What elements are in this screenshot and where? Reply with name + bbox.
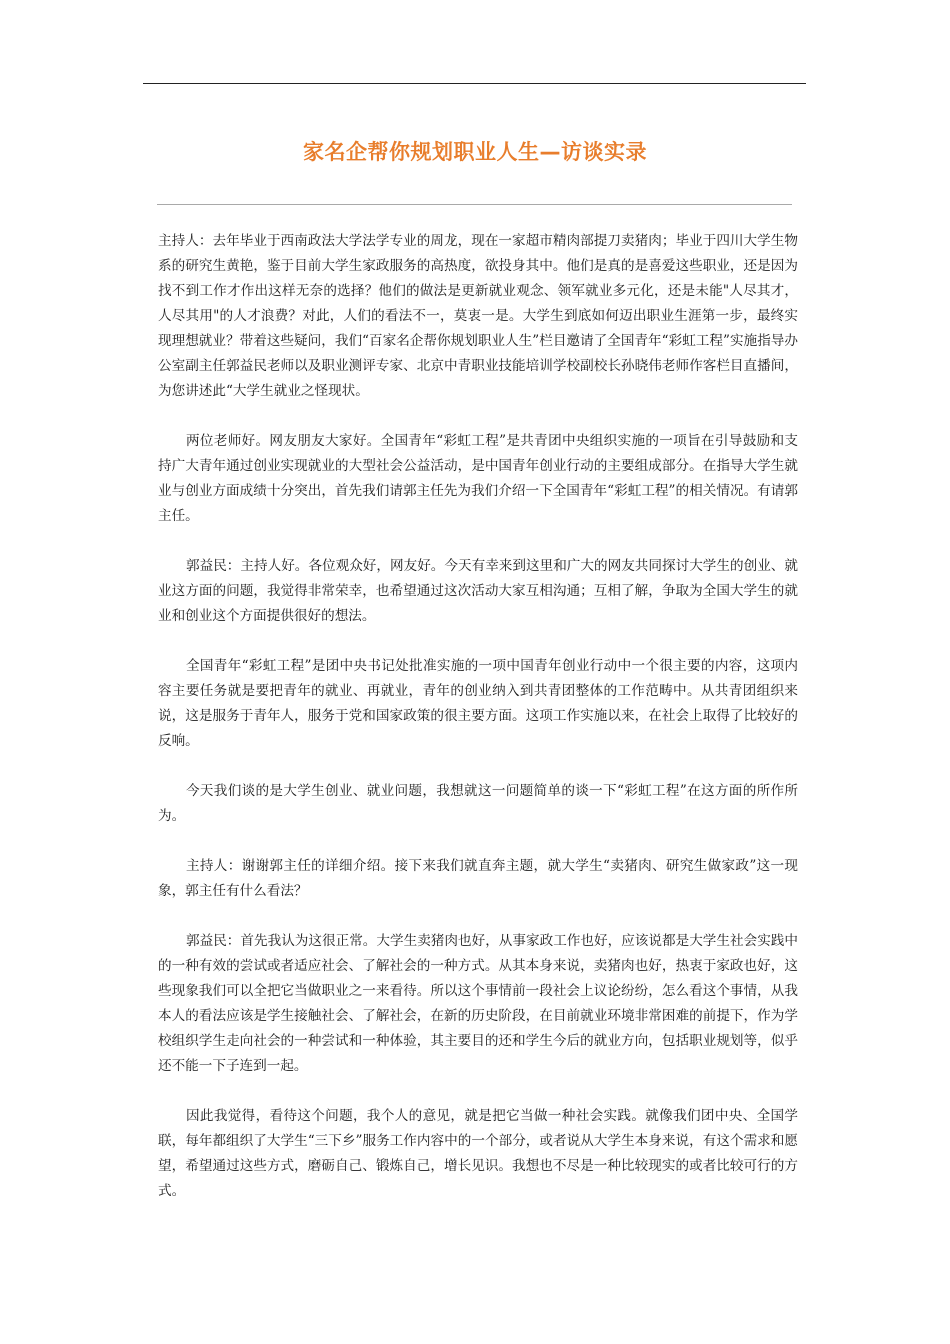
paragraph: 郭益民：首先我认为这很正常。大学生卖猪肉也好，从事家政工作也好，应该说都是大学生社会实践中的一种有效的尝试或者适应社会、了解社会的一种方式。从其本身来说，卖猪肉也好，热衷于家政也好，这些现象我们可以全把它当做职业之一来看待。所以这个事情前一段社会上议论纷纷，怎么看这个事情，从我本人的看法应该是学生接触社会、了解社会，在新的历史阶段，在目前就业环境非常困难的前提下，作为学校组织学生走向社会的一种尝试和一种体验，其主要目的还和学生今后的就业方向，包括职业规划等，似乎还不能一下子连到一起。	[158, 933, 798, 1074]
paragraph: 今天我们谈的是大学生创业、就业问题，我想就这一问题简单的谈一下“彩虹工程”在这方面的所作所为。	[158, 783, 798, 824]
article-body	[158, 229, 798, 1229]
paragraph: 郭益民：主持人好。各位观众好，网友好。今天有幸来到这里和广大的网友共同探讨大学生的创业、就业这方面的问题，我觉得非常荣幸，也希望通过这次活动大家互相沟通；互相了解，争取为全国大学生的就业和创业这个方面提供很好的想法。	[158, 558, 798, 624]
paragraph: 全国青年“彩虹工程”是团中央书记处批准实施的一项中国青年创业行动中一个很主要的内容，这项内容主要任务就是要把青年的就业、再就业，青年的创业纳入到共青团整体的工作范畴中。从共青团组织来说，这是服务于青年人，服务于党和国家政策的很主要方面。这项工作实施以来，在社会上取得了比较好的反响。	[158, 658, 798, 749]
top-divider	[143, 83, 806, 84]
page-title: 家名企帮你规划职业人生—访谈实录	[303, 140, 647, 165]
title-divider	[157, 204, 792, 205]
paragraph: 因此我觉得，看待这个问题，我个人的意见，就是把它当做一种社会实践。就像我们团中央、全国学联，每年都组织了大学生“三下乡”服务工作内容中的一个部分，或者说从大学生本身来说，有这个需求和愿望，希望通过这些方式，磨砺自己、锻炼自己，增长见识。我想也不尽是一种比较现实的或者比较可行的方式。	[158, 1108, 798, 1199]
paragraph-intro: 主持人：去年毕业于西南政法大学法学专业的周龙，现在一家超市精肉部提刀卖猪肉；毕业于四川大学生物系的研究生黄艳，鉴于目前大学生家政服务的高热度，欲投身其中。他们是真的是喜爱这些职业，还是因为找不到工作才作出这样无奈的选择？他们的做法是更新就业观念、领军就业多元化，还是未能"人尽其才，人尽其用"的人才浪费？对此，人们的看法不一，莫衷一是。大学生到底如何迈出职业生涯第一步，最终实现理想就业？带着这些疑问，我们“百家名企帮你规划职业人生”栏目邀请了全国青年“彩虹工程”实施指导办公室副主任郭益民老师以及职业测评专家、北京中青职业技能培训学校副校长孙晓伟老师作客栏目直播间，为您讲述此“大学生就业之怪现状。	[158, 233, 798, 399]
paragraph: 主持人：谢谢郭主任的详细介绍。接下来我们就直奔主题，就大学生“卖猪肉、研究生做家政”这一现象，郭主任有什么看法？	[158, 858, 798, 899]
paragraph: 两位老师好。网友朋友大家好。全国青年“彩虹工程”是共青团中央组织实施的一项旨在引导鼓励和支持广大青年通过创业实现就业的大型社会公益活动，是中国青年创业行动的主要组成部分。在指导大学生就业与创业方面成绩十分突出，首先我们请郭主任先为我们介绍一下全国青年“彩虹工程”的相关情况。有请郭主任。	[158, 433, 798, 524]
